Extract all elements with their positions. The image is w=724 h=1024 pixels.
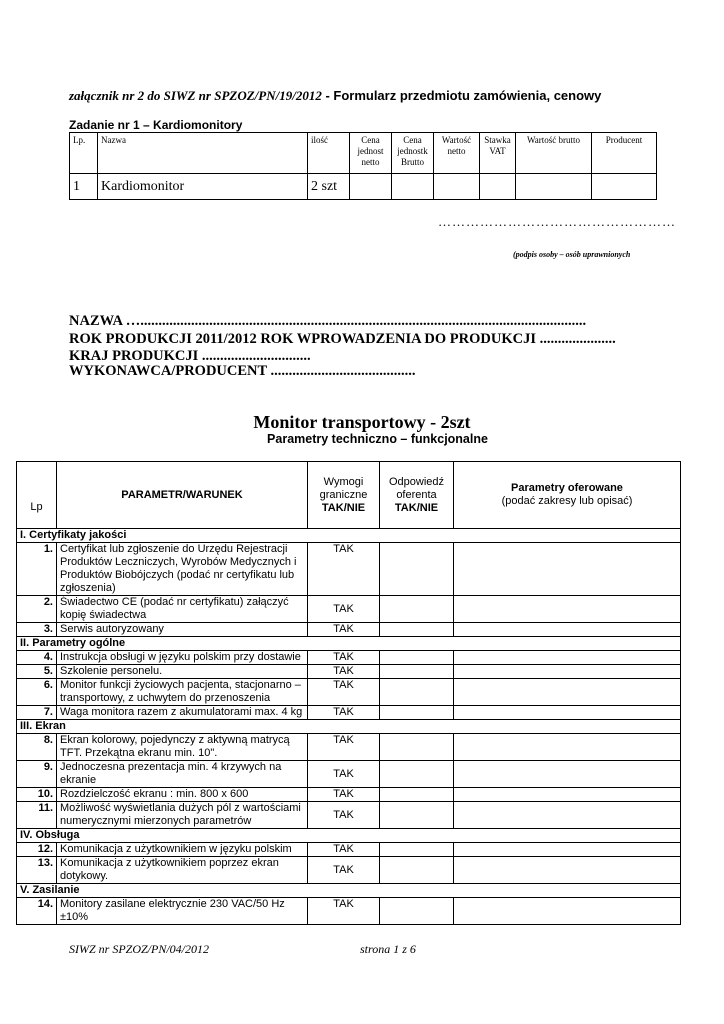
nazwa-line: NAZWA …........................................................................................................................... [69,313,587,329]
page-title: Monitor transportowy - 2szt [253,412,471,432]
row-offered-cell[interactable] [454,679,681,706]
row-answer-cell[interactable] [380,857,454,884]
col-wymogi-label: Wymogi graniczne [319,475,368,501]
col-ilosc: ilość [308,133,350,174]
row-requirement: TAK [308,898,380,925]
parameters-table-header [17,462,681,529]
row-offered-cell[interactable] [454,802,681,829]
cell-producent[interactable] [592,174,657,200]
row-answer-cell[interactable] [380,706,454,720]
row-answer-cell[interactable] [380,802,454,829]
row-parameter: Świadectwo CE (podać nr certyfikatu) załączyć kopię świadectwa [57,596,308,623]
row-offered-cell[interactable] [454,843,681,857]
wykonawca-line: WYKONAWCA/PRODUCENT ........................................ [69,363,416,379]
row-offered-cell[interactable] [454,734,681,761]
row-offered-cell[interactable] [454,857,681,884]
table-row [17,596,681,623]
cell-cena-brutto[interactable] [392,174,434,200]
row-offered-cell[interactable] [454,898,681,925]
row-answer-cell[interactable] [380,665,454,679]
col-wymogi [308,462,380,529]
table-row [17,843,681,857]
col-wartosc-brutto: Wartość brutto [516,133,592,174]
row-number: 3. [17,623,57,637]
table-row [70,174,657,200]
row-requirement: TAK [308,734,380,761]
cell-wartosc-brutto[interactable] [516,174,592,200]
rok-produkcji-line: ROK PRODUKCJI 2011/2012 ROK WPROWADZENIA DO PRODUKCJI ..................... [69,331,616,347]
parameters-table [16,461,681,925]
section-row [17,529,681,543]
col-lp: Lp. [70,133,98,174]
row-parameter: Możliwość wyświetlania dużych pól z wartościami numerycznymi mierzonych parametrów [57,802,308,829]
table-row [17,857,681,884]
table-row [17,802,681,829]
row-number: 14. [17,898,57,925]
row-parameter: Monitory zasilane elektrycznie 230 VAC/50 Hz ±10% [57,898,308,925]
col-producent: Producent [592,133,657,174]
table-row [17,651,681,665]
row-number: 1. [17,543,57,596]
row-number: 2. [17,596,57,623]
row-offered-cell[interactable] [454,761,681,788]
row-number: 12. [17,843,57,857]
col-stawka-vat: Stawka VAT [480,133,516,174]
row-answer-cell[interactable] [380,543,454,596]
row-answer-cell[interactable] [380,788,454,802]
section-title: II. Parametry ogólne [17,637,681,651]
row-offered-cell[interactable] [454,623,681,637]
section-title: III. Ekran [17,720,681,734]
row-requirement: TAK [308,651,380,665]
cell-stawka-vat[interactable] [480,174,516,200]
row-number: 7. [17,706,57,720]
cell-wartosc-netto[interactable] [434,174,480,200]
col-oferowane-sub: (podać zakresy lub opisać) [501,495,633,507]
row-offered-cell[interactable] [454,665,681,679]
row-answer-cell[interactable] [380,596,454,623]
row-parameter: Ekran kolorowy, pojedynczy z aktywną matrycą TFT. Przekątna ekranu min. 10". [57,734,308,761]
row-number: 10. [17,788,57,802]
page-subtitle: Parametry techniczno – funkcjonalne [267,432,488,446]
table-row [17,898,681,925]
col-odpowiedz-label: Odpowiedź oferenta [388,475,445,501]
section-title: V. Zasilanie [17,884,681,898]
col-oferowane-label: Parametry oferowane [511,482,623,494]
row-number: 4. [17,651,57,665]
row-parameter: Rozdzielczość ekranu : min. 800 x 600 [57,788,308,802]
row-number: 13. [17,857,57,884]
row-offered-cell[interactable] [454,788,681,802]
col-wartosc-netto: Wartość netto [434,133,480,174]
row-answer-cell[interactable] [380,651,454,665]
price-table [69,132,657,200]
row-requirement: TAK [308,679,380,706]
section-title: IV. Obsługa [17,829,681,843]
row-parameter: Monitor funkcji życiowych pacjenta, stacjonarno – transportowy, z uchwytem do przenoszenia [57,679,308,706]
row-parameter: Certyfikat lub zgłoszenie do Urzędu Rejestracji Produktów Leczniczych, Wyrobów Medycznych i Produktów Biobójczych (podać nr certyfikatu lub zgłoszenia) [57,543,308,596]
footer-reference: SIWZ nr SPZOZ/PN/04/2012 [69,942,210,956]
form-type: - Formularz przedmiotu zamówienia, cenowy [321,88,602,103]
col-odpowiedz-taknie: TAK/NIE [394,501,439,514]
row-answer-cell[interactable] [380,761,454,788]
row-answer-cell[interactable] [380,623,454,637]
col-wymogi-taknie: TAK/NIE [321,501,366,514]
col-cena-brutto: Cena jednostk Brutto [392,133,434,174]
row-parameter: Waga monitora razem z akumulatorami max. 4 kg [57,706,308,720]
row-lp: 1 [70,174,98,200]
signature-caption: (podpis osoby – osób uprawnionych [513,250,631,259]
row-answer-cell[interactable] [380,734,454,761]
row-requirement: TAK [308,665,380,679]
row-number: 5. [17,665,57,679]
row-offered-cell[interactable] [454,596,681,623]
row-number: 6. [17,679,57,706]
col-parametr: PARAMETR/WARUNEK [57,462,308,529]
row-parameter: Komunikacja z użytkownikiem poprzez ekran dotykowy. [57,857,308,884]
col-oferowane [454,462,681,529]
row-parameter: Szkolenie personelu. [57,665,308,679]
row-answer-cell[interactable] [380,898,454,925]
row-requirement: TAK [308,788,380,802]
row-requirement: TAK [308,761,380,788]
col-odpowiedz [380,462,454,529]
row-parameter: Komunikacja z użytkownikiem w języku polskim [57,843,308,857]
row-offered-cell[interactable] [454,543,681,596]
row-requirement: TAK [308,857,380,884]
table-row [17,706,681,720]
table-row [17,679,681,706]
attachment-reference: załącznik nr 2 do SIWZ nr SPZOZ/PN/19/2012 [69,88,322,103]
row-requirement: TAK [308,623,380,637]
row-requirement: TAK [308,802,380,829]
row-answer-cell[interactable] [380,679,454,706]
row-parameter: Instrukcja obsługi w języku polskim przy dostawie [57,651,308,665]
row-number: 11. [17,802,57,829]
row-requirement: TAK [308,543,380,596]
row-requirement: TAK [308,596,380,623]
signature-line: …………………………………………… [438,214,676,229]
row-number: 9. [17,761,57,788]
table-row [17,543,681,596]
table-row [17,761,681,788]
kraj-produkcji-line: KRAJ PRODUKCJI .............................. [69,348,311,364]
row-requirement: TAK [308,843,380,857]
section-row [17,637,681,651]
row-offered-cell[interactable] [454,651,681,665]
col-cena-netto: Cena jednost netto [350,133,392,174]
row-ilosc: 2 szt [308,174,350,200]
row-number: 8. [17,734,57,761]
table-row [17,623,681,637]
table-row [17,665,681,679]
row-requirement: TAK [308,706,380,720]
row-parameter: Jednoczesna prezentacja min. 4 krzywych na ekranie [57,761,308,788]
row-parameter: Serwis autoryzowany [57,623,308,637]
col-lp: Lp [17,462,57,529]
task-heading: Zadanie nr 1 – Kardiomonitory [69,118,243,132]
footer-page-number: strona 1 z 6 [360,942,416,956]
section-row [17,884,681,898]
document-header [69,88,601,104]
col-nazwa: Nazwa [98,133,308,174]
table-row [17,788,681,802]
table-row [17,734,681,761]
row-nazwa: Kardiomonitor [98,174,308,200]
row-offered-cell[interactable] [454,706,681,720]
section-row [17,829,681,843]
row-answer-cell[interactable] [380,843,454,857]
section-row [17,720,681,734]
price-table-header [70,133,657,174]
cell-cena-netto[interactable] [350,174,392,200]
section-title: I. Certyfikaty jakości [17,529,681,543]
